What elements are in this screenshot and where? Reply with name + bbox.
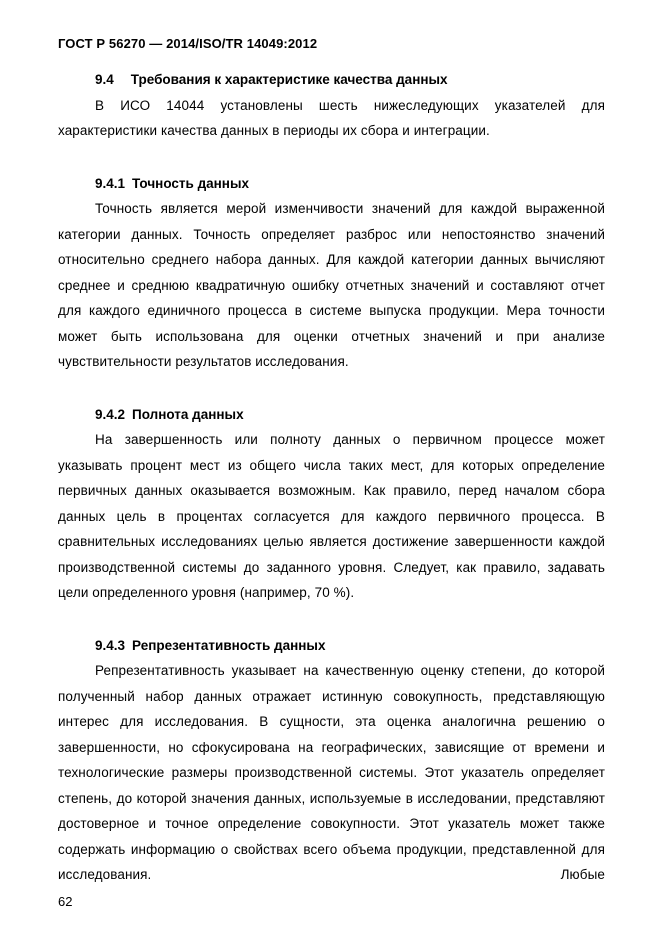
section-paragraph: В ИСО 14044 установлены шесть нижеследующих указателей для характеристики качества данных в периоды их сбора и интеграции. xyxy=(58,97,605,138)
section-number: 9.4.1 xyxy=(95,175,126,191)
section-title: Полнота данных xyxy=(132,406,244,422)
section-title: Требования к характеристике качества данных xyxy=(130,72,448,87)
section-paragraph: На завершенность или полноту данных о первичном процессе может указывать процент мест из общего числа таких мест, для которых определение первичных данных оказывается возможным. Как правило, перед началом сбора данных цель в процентах согласуется для каждого первичного процесса. В сравнительных исследованиях целью является достижение завершенности каждой производственной системы до заданного уровня. Следует, как правило, задавать цели определенного уровня (например, 70 %). xyxy=(58,432,605,600)
section-number: 9.4.3 xyxy=(95,637,126,653)
section-9-4-3 xyxy=(58,633,605,888)
section-9-4 xyxy=(58,67,605,144)
section-paragraph: Репрезентативность указывает на качественную оценку степени, до которой полученный набор данных отражает истинную совокупность, представляющую интерес для исследования. В сущности, эта оценка аналогична решению о завершенности, но сфокусирована на географических, зависящие от времени и технологические размеры производственной системы. Этот указатель определяет степень, до которой значения данных, используемые в исследовании, представляют достоверное и точное определение совокупности. Этот указатель может также содержать информацию о свойствах всего объема продукции, представленной для исследования. Любые xyxy=(58,663,605,882)
section-heading xyxy=(95,171,605,197)
section-9-4-1 xyxy=(58,171,605,375)
section-number: 9.4.2 xyxy=(95,406,126,422)
section-title: Репрезентативность данных xyxy=(132,637,326,653)
document-header: ГОСТ Р 56270 — 2014/ISO/TR 14049:2012 xyxy=(58,36,318,51)
section-title: Точность данных xyxy=(132,175,249,191)
section-heading xyxy=(95,67,605,93)
section-paragraph: Точность является мерой изменчивости значений для каждой выраженной категории данных. Точность определяет разброс или непостоянство значений относительно среднего набора данных. Для каждой категории данных вычисляют среднее и среднюю квадратичную ошибку отчетных значений и составляют отчет для каждого единичного процесса в системе выпуска продукции. Мера точности может быть использована для оценки отчетных значений и при анализе чувствительности результатов исследования. xyxy=(58,201,605,369)
section-9-4-2 xyxy=(58,402,605,606)
page-number: 62 xyxy=(58,894,73,909)
section-number: 9.4 xyxy=(95,72,114,87)
section-heading xyxy=(95,633,605,659)
section-heading xyxy=(95,402,605,428)
